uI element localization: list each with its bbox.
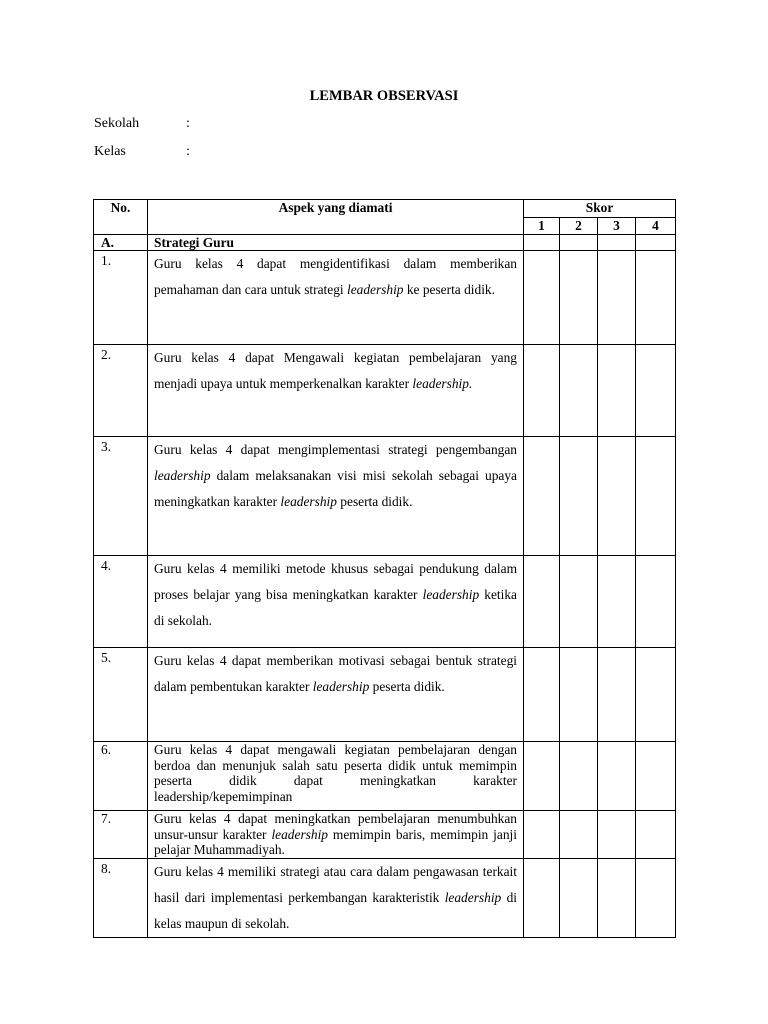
score-cell[interactable] [598, 556, 636, 648]
field-separator: : [186, 116, 190, 131]
aspect-text-part: Guru kelas 4 dapat mengidentifikasi dalam memberikan pemahaman dan cara untuk strategi [154, 256, 517, 297]
aspect-text [148, 345, 524, 437]
score-cell[interactable] [598, 251, 636, 345]
score-cell[interactable] [636, 742, 676, 811]
aspect-text-italic: leadership [444, 890, 502, 905]
aspect-text-italic: leadership [154, 468, 211, 483]
score-cell[interactable] [524, 437, 560, 556]
aspect-text [148, 437, 524, 556]
score-cell[interactable] [598, 345, 636, 437]
header-score: Skor [524, 200, 676, 218]
table-row [94, 437, 676, 556]
score-cell[interactable] [636, 648, 676, 742]
score-cell[interactable] [636, 251, 676, 345]
score-cell[interactable] [598, 811, 636, 859]
header-no: No. [94, 200, 148, 235]
field-sekolah [94, 116, 190, 132]
aspect-text-part: Guru kelas 4 memiliki metode khusus sebagai pendukung dalam proses belajar yang bisa meningkatkan karakter [154, 561, 517, 602]
aspect-text [148, 556, 524, 648]
aspect-text-part: memimpin baris, memimpin janji pelajar Muhammadiyah. [154, 826, 517, 857]
aspect-text [148, 859, 524, 938]
score-cell[interactable] [636, 235, 676, 251]
section-number: A. [94, 235, 148, 251]
table-row [94, 556, 676, 648]
header-score-4: 4 [636, 217, 676, 235]
aspect-text [148, 811, 524, 859]
aspect-text [148, 251, 524, 345]
score-cell[interactable] [524, 556, 560, 648]
field-label: Sekolah [94, 116, 140, 131]
table-row [94, 811, 676, 859]
row-number: 5. [94, 648, 148, 742]
aspect-text-part: dalam melaksanakan visi misi sekolah sebagai upaya meningkatkan karakter [154, 468, 517, 509]
score-cell[interactable] [560, 556, 598, 648]
aspect-text-italic: leadership [271, 826, 328, 842]
field-kelas [94, 144, 190, 160]
aspect-text-italic: leadership [280, 494, 337, 509]
aspect-text-part: ke peserta didik. [403, 282, 495, 297]
row-number: 4. [94, 556, 148, 648]
aspect-text-part: Guru kelas 4 dapat Mengawali kegiatan pembelajaran yang menjadi upaya untuk memperkenalkan karakter [154, 350, 517, 391]
score-cell[interactable] [560, 345, 598, 437]
score-cell[interactable] [524, 235, 560, 251]
aspect-text-italic: leadership [312, 679, 370, 694]
row-number: 7. [94, 811, 148, 859]
score-cell[interactable] [598, 859, 636, 938]
aspect-text [148, 742, 524, 811]
row-number: 8. [94, 859, 148, 938]
score-cell[interactable] [560, 648, 598, 742]
aspect-text-italic: leadership [346, 282, 404, 297]
aspect-text-part: di kelas maupun di sekolah. [154, 890, 517, 931]
row-number: 6. [94, 742, 148, 811]
score-cell[interactable] [560, 859, 598, 938]
section-title: Strategi Guru [148, 235, 524, 251]
header-score-2: 2 [560, 217, 598, 235]
header-score-1: 1 [524, 217, 560, 235]
score-cell[interactable] [560, 437, 598, 556]
score-cell[interactable] [524, 742, 560, 811]
section-row [94, 235, 676, 251]
field-label: Kelas [94, 144, 126, 159]
row-number: 1. [94, 251, 148, 345]
field-separator: : [186, 144, 190, 159]
aspect-text-italic: leadership [422, 587, 480, 602]
document-title: LEMBAR OBSERVASI [309, 88, 459, 104]
score-cell[interactable] [560, 742, 598, 811]
score-cell[interactable] [524, 859, 560, 938]
score-cell[interactable] [524, 811, 560, 859]
score-cell[interactable] [598, 235, 636, 251]
table-row [94, 859, 676, 938]
score-cell[interactable] [636, 859, 676, 938]
aspect-text-part: peserta didik. [369, 679, 445, 694]
score-cell[interactable] [598, 437, 636, 556]
table-row [94, 251, 676, 345]
table-row [94, 648, 676, 742]
aspect-text [148, 648, 524, 742]
aspect-text-part: Guru kelas 4 dapat mengawali kegiatan pembelajaran dengan berdoa dan menunjuk salah satu peserta didik untuk memimpin peserta didik dapat meningkatkan karakter leadership/kepemimpinan [154, 742, 517, 804]
header-score-3: 3 [598, 217, 636, 235]
table-row [94, 742, 676, 811]
aspect-text-part: ketika di sekolah. [154, 587, 517, 628]
score-cell[interactable] [636, 556, 676, 648]
score-cell[interactable] [560, 251, 598, 345]
score-cell[interactable] [636, 811, 676, 859]
score-cell[interactable] [598, 648, 636, 742]
row-number: 3. [94, 437, 148, 556]
score-cell[interactable] [524, 648, 560, 742]
header-aspect: Aspek yang diamati [148, 200, 524, 235]
aspect-text-part: Guru kelas 4 dapat mengimplementasi strategi pengembangan [154, 442, 517, 457]
score-cell[interactable] [636, 437, 676, 556]
observation-table [93, 199, 676, 938]
aspect-text-italic: leadership. [412, 376, 473, 391]
score-cell[interactable] [524, 251, 560, 345]
score-cell[interactable] [560, 235, 598, 251]
aspect-text-part: peserta didik. [336, 494, 413, 509]
score-cell[interactable] [598, 742, 636, 811]
aspect-text-part: Guru kelas 4 memiliki strategi atau cara dalam pengawasan terkait hasil dari implementasi perkembangan karakteristik [154, 864, 517, 905]
score-cell[interactable] [636, 345, 676, 437]
score-cell[interactable] [524, 345, 560, 437]
table-row [94, 345, 676, 437]
aspect-text-part: Guru kelas 4 dapat meningkatkan pembelajaran menumbuhkan unsur-unsur karakter [154, 811, 517, 842]
score-cell[interactable] [560, 811, 598, 859]
aspect-text-part: Guru kelas 4 dapat memberikan motivasi sebagai bentuk strategi dalam pembentukan karakter [154, 653, 517, 694]
row-number: 2. [94, 345, 148, 437]
